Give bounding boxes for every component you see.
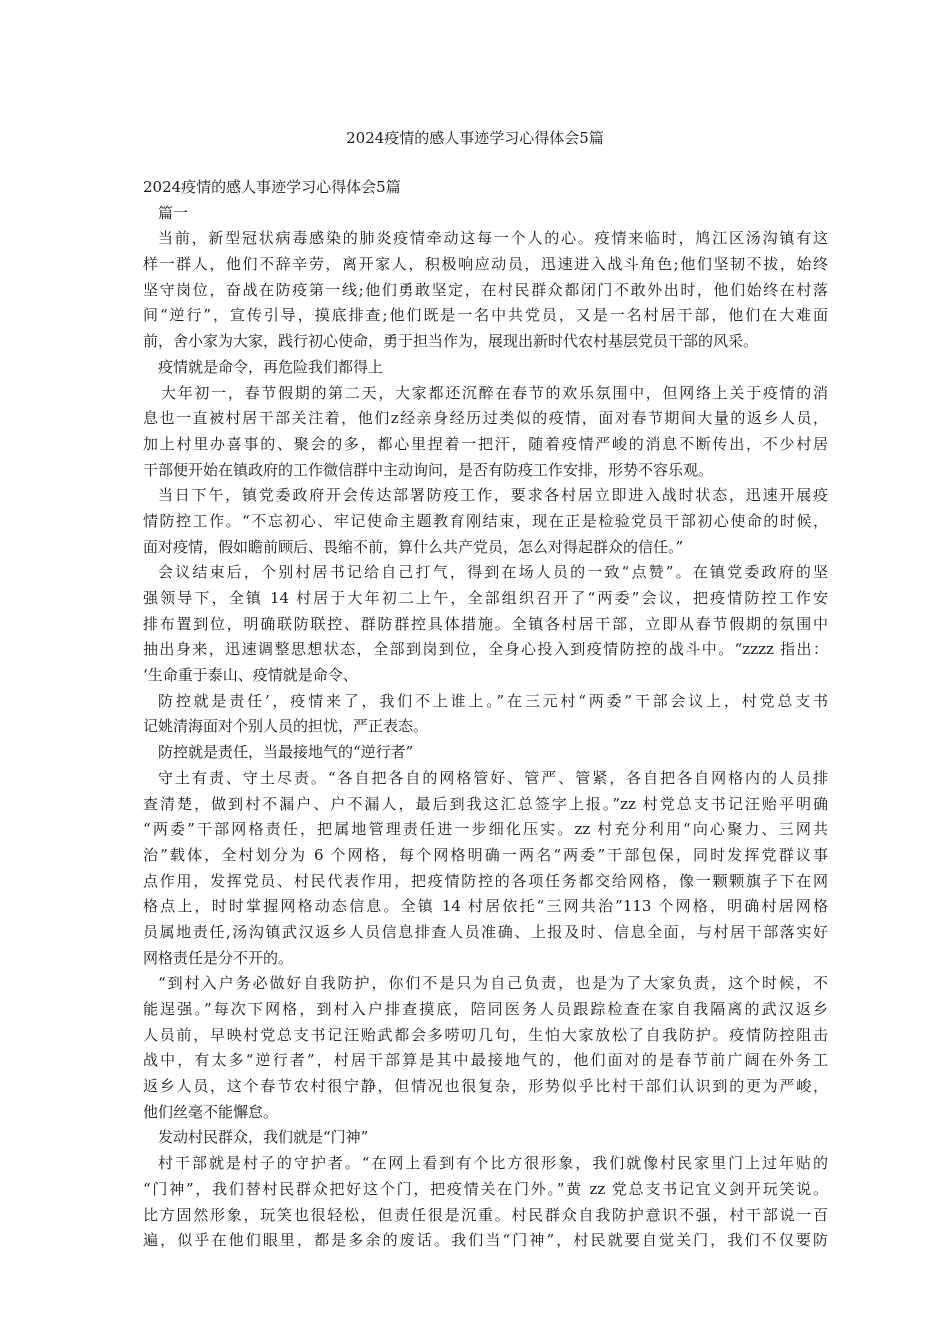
paragraph-line: 当前，新型冠状病毒感染的肺炎疫情牵动这每一个人的心。疫情来临时，鸠江区汤沟镇有这: [158, 229, 828, 248]
paragraph-line: 格点上，时时掌握网格动态信息。全镇 14 村居依托“三网共治”113 个网格，明确村居网格: [143, 897, 828, 916]
paragraph-line: 当日下午，镇党委政府开会传达部署防疫工作，要求各村居立即进入战时状态，迅速开展疫: [158, 486, 828, 505]
paragraph-line: 加上村里办喜事的、聚会的多，都心里捏着一把汗，随着疫情严峻的消息不断传出，不少村居: [143, 434, 828, 453]
section-heading: 发动村民群众，我们就是“门神”: [158, 1128, 369, 1147]
paragraph-line: 能逞强。”每次下网格，到村入户排查摸底，陪同医务人员跟踪检查在家自我隔离的武汉返乡: [143, 1000, 828, 1018]
paragraph-line: 比方固然形象，玩笑也很轻松，但责任很是沉重。村民群众自我防护意识不强，村干部说一百: [143, 1205, 828, 1224]
paragraph-line: 村干部就是村子的守护者。“在网上看到有个比方很形象，我们就像村民家里门上过年贴的: [158, 1154, 828, 1173]
document-subtitle: 2024疫情的感人事迹学习心得体会5篇: [143, 178, 401, 196]
section-heading: 疫情就是命令，再危险我们都得上: [158, 357, 384, 376]
paragraph-line: 前，舍小家为大家，践行初心使命，勇于担当作为，展现出新时代农村基层党员干部的风采。: [143, 332, 759, 351]
paragraph-line: 守土有责、守土尽责。“各自把各自的网格管好、管严、管紧，各自把各自网格内的人员排: [158, 768, 828, 787]
paragraph-line: 返乡人员，这个春节农村很宁静，但情况也很复杂，形势似乎比村干部们认识到的更为严峻，: [143, 1077, 828, 1096]
paragraph-line: 防控就是责任’，疫情来了，我们不上谁上。”在三元村“两委”干部会议上，村党总支书: [158, 691, 828, 710]
document-body: [143, 175, 828, 1254]
paragraph-line: 遍，似乎在他们眼里，都是多余的废话。我们当“门神”，村民就要自觉关门，我们不仅要防: [143, 1231, 828, 1250]
paragraph-line: 查清楚，做到村不漏户、户不漏人，最后到我这汇总签字上报。”zz 村党总支书记汪贻平明确: [143, 794, 828, 813]
paragraph-line: 会议结束后，个别村居书记给自己打气，得到在场人员的一致“点赞”。在镇党委政府的坚: [158, 563, 828, 582]
paragraph-line: 排布置到位，明确联防联控、群防群控具体措施。全镇各村居干部，立即从春节假期的氛围中: [143, 614, 828, 633]
paragraph-line: 战中，有太多“逆行者”，村居干部算是其中最接地气的，他们面对的是春节前广阔在外务工: [143, 1051, 828, 1070]
paragraph-line: 间“逆行”，宣传引导，摸底排查;他们既是一名中共党员，又是一名村居干部，他们在大难面: [143, 306, 828, 325]
paragraph-line: 强领导下，全镇 14 村居于大年初二上午，全部组织召开了“两委”会议，把疫情防控工作安: [143, 589, 828, 607]
paragraph-line: 员属地责任,汤沟镇武汉返乡人员信息排查人员准确、上报及时、信息全面，与村居干部落实好: [143, 922, 828, 941]
paragraph-line: 治”载体，全村划分为 6 个网格，每个网格明确一两名“两委”干部包保，同时发挥党群议事: [143, 845, 828, 864]
paragraph-line: ‘生命重于泰山、疫情就是命令、: [143, 666, 358, 685]
paragraph-line: 情防控工作。“不忘初心、牢记使命主题教育刚结束，现在正是检验党员干部初心使命的时候，: [143, 511, 828, 530]
paragraph-line: 点作用，发挥党员、村民代表作用，把疫情防控的各项任务都交给网格，像一颗颗旗子下在网: [143, 871, 828, 890]
paragraph-line: 坚守岗位，奋战在防疫第一线;他们勇敢坚定，在村民群众都闭门不敢外出时，他们始终在村落: [143, 280, 828, 299]
paragraph-line: 他们丝毫不能懈怠。: [143, 1102, 279, 1121]
paragraph-line: 样一群人，他们不辞辛劳，离开家人，积极响应动员，迅速进入战斗角色;他们坚韧不拔，始终: [143, 255, 828, 274]
part-label: 篇一: [158, 203, 189, 222]
paragraph-line: “门神”，我们替村民群众把好这个门，把疫情关在门外。”黄 zz 党总支书记宜义剑开玩笑说。: [143, 1179, 828, 1198]
paragraph-line: 息也一直被村居干部关注着，他们z经亲身经历过类似的疫情，面对春节期间大量的返乡人员，: [143, 409, 828, 428]
paragraph-line: 干部便开始在镇政府的工作微信群中主动询问，是否有防疫工作安排，形势不容乐观。: [143, 460, 714, 479]
paragraph-line: 记姚清海面对个别人员的担忧，严正表态。: [143, 717, 429, 736]
paragraph-line: 网格责任是分不开的。: [143, 948, 294, 967]
section-heading: 防控就是责任，当最接地气的“逆行者”: [158, 743, 414, 762]
document-title: 2024疫情的感人事迹学习心得体会5篇: [346, 129, 604, 147]
paragraph-line: 大年初一，春节假期的第二天，大家都还沉醉在春节的欢乐氛围中，但网络上关于疫情的消: [161, 383, 828, 402]
paragraph-line: 面对疫情，假如瞻前顾后、畏缩不前，算什么共产党员，怎么对得起群众的信任。”: [143, 537, 684, 556]
paragraph-line: 抽出身来，迅速调整思想状态，全部到岗到位，全身心投入到疫情防控的战斗中。“zzzz 指出：: [143, 640, 828, 659]
paragraph-line: “两委”干部网格责任，把属地管理责任进一步细化压实。zz 村充分利用“向心聚力、三网共: [143, 820, 828, 839]
paragraph-line: 人员前，早映村党总支书记汪贻武都会多唠叨几句，生怕大家放松了自我防护。疫情防控阻击: [143, 1025, 828, 1044]
paragraph-line: “到村入户务必做好自我防护，你们不是只为自己负责，也是为了大家负责，这个时候，不: [158, 974, 828, 993]
